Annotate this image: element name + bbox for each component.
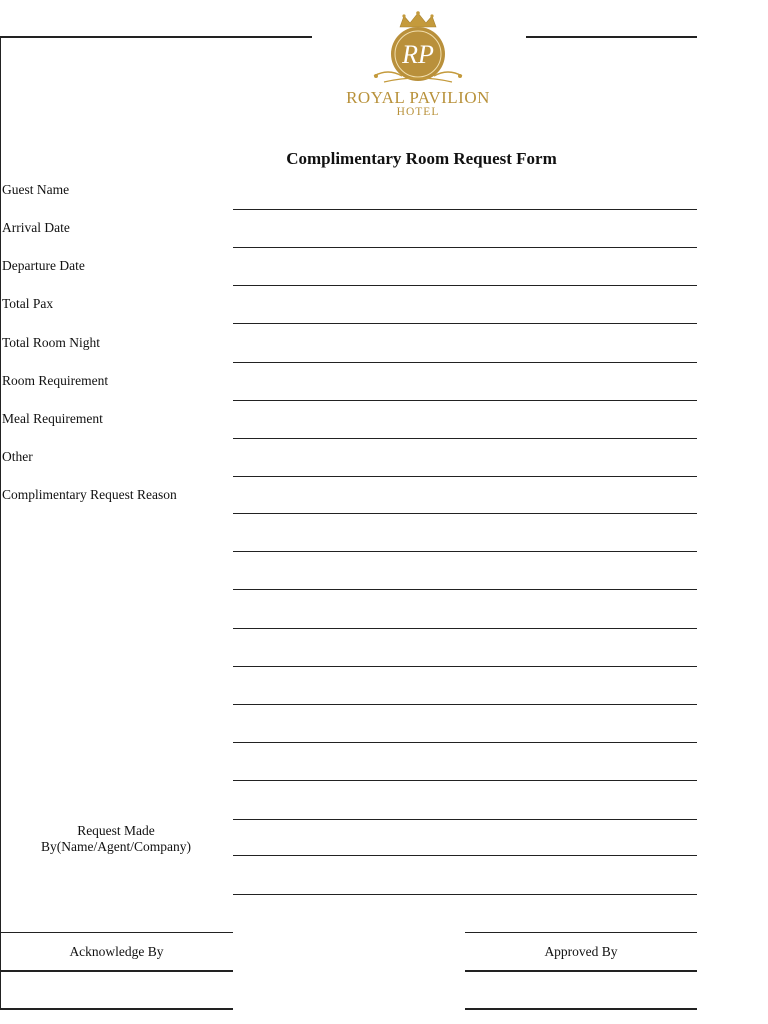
logo-monogram: RP (402, 40, 434, 69)
request-made-label: Request Made (77, 823, 155, 838)
approved-top-line (465, 932, 697, 933)
acknowledge-signature-line[interactable] (0, 970, 233, 972)
request-made-by-line-2[interactable] (233, 855, 697, 856)
total-room-night-line[interactable] (233, 362, 697, 363)
complimentary-reason-label: Complimentary Request Reason (2, 487, 177, 502)
approved-signature-line[interactable] (465, 970, 697, 972)
meal-requirement-label: Meal Requirement (2, 411, 103, 426)
reason-line-6[interactable] (233, 704, 697, 705)
reason-line-8[interactable] (233, 780, 697, 781)
request-made-by-line-3[interactable] (233, 894, 697, 895)
arrival-date-line[interactable] (233, 247, 697, 248)
reason-line-7[interactable] (233, 742, 697, 743)
other-label: Other (2, 449, 33, 464)
hotel-logo (318, 10, 518, 122)
request-made-by-line-1[interactable] (233, 819, 697, 820)
approved-bottom-line (465, 1008, 697, 1010)
reason-line-4[interactable] (233, 628, 697, 629)
approved-by-label: Approved By (544, 944, 618, 959)
guest-name-line[interactable] (233, 209, 697, 210)
total-room-night-label: Total Room Night (2, 335, 101, 350)
other-line[interactable] (233, 476, 697, 477)
reason-line-5[interactable] (233, 666, 697, 667)
guest-name-label: Guest Name (2, 182, 70, 197)
reason-line-3[interactable] (233, 589, 697, 590)
logo-hotel-name: ROYAL PAVILION (346, 88, 490, 107)
arrival-date-label: Arrival Date (2, 220, 70, 235)
reason-line-1[interactable] (233, 513, 697, 514)
acknowledge-by-label: Acknowledge By (69, 944, 164, 959)
form-title: Complimentary Room Request Form (286, 149, 557, 168)
top-border-left (0, 36, 312, 38)
room-requirement-line[interactable] (233, 400, 697, 401)
top-border-right (526, 36, 697, 38)
total-pax-line[interactable] (233, 323, 697, 324)
acknowledge-top-line (0, 932, 233, 933)
acknowledge-bottom-line (0, 1008, 233, 1010)
departure-date-line[interactable] (233, 285, 697, 286)
total-pax-label: Total Pax (2, 296, 54, 311)
reason-line-2[interactable] (233, 551, 697, 552)
logo-hotel-sub: HOTEL (396, 106, 440, 118)
room-requirement-label: Room Requirement (2, 373, 109, 388)
left-border (0, 37, 1, 1009)
departure-date-label: Departure Date (2, 258, 85, 273)
request-made-by-label: By(Name/Agent/Company) (41, 839, 191, 854)
meal-requirement-line[interactable] (233, 438, 697, 439)
